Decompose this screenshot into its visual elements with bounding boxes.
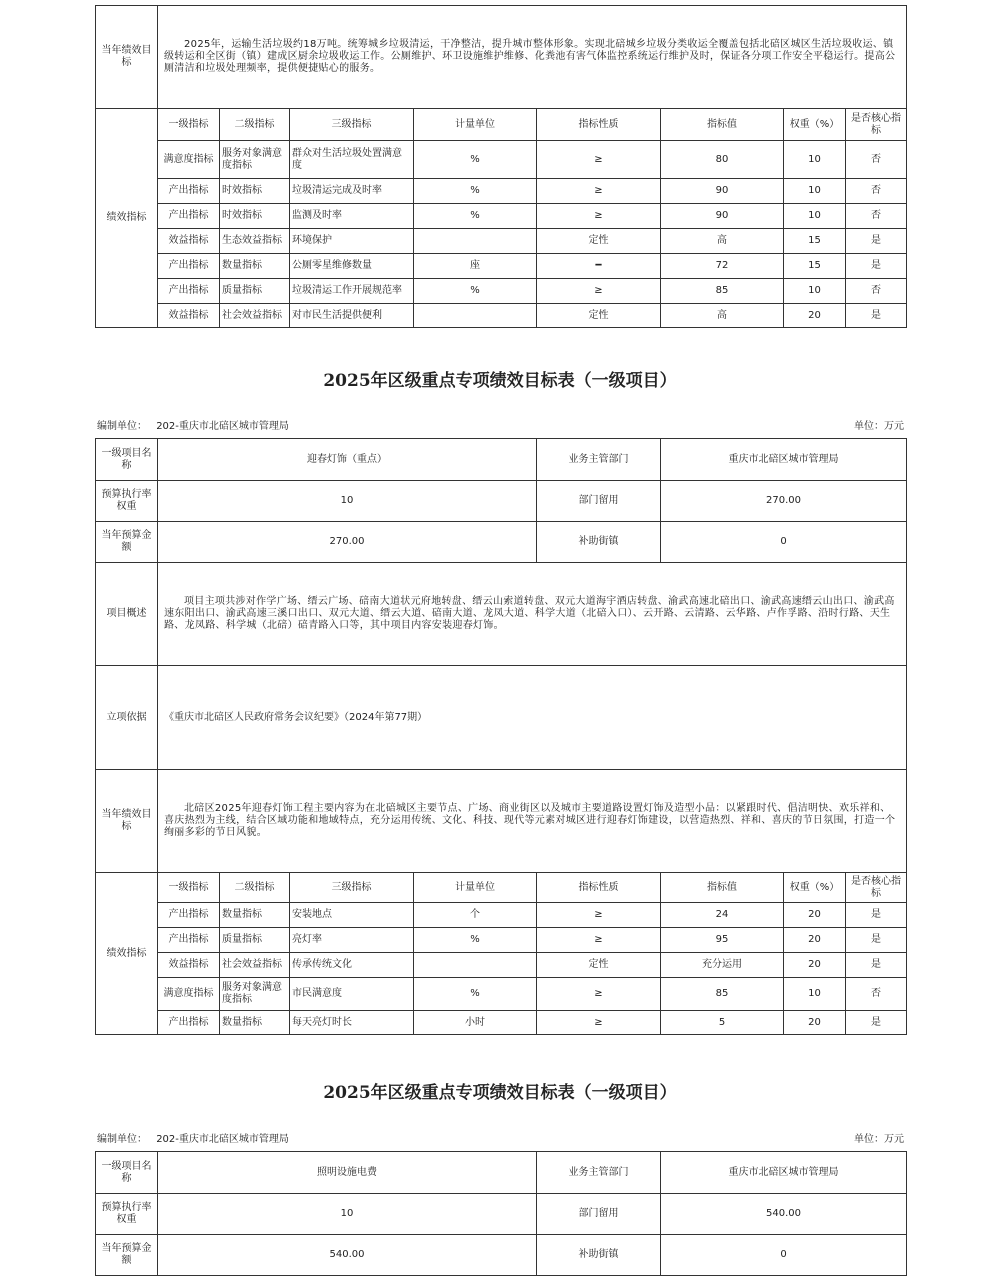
subsidy-label: 补助街镇 — [537, 522, 661, 563]
cell: 定性 — [537, 304, 661, 328]
indicator-header-row — [96, 109, 907, 141]
cell: 72 — [661, 254, 784, 279]
cell: 否 — [846, 978, 907, 1011]
exec-weight: 10 — [158, 1194, 537, 1235]
header-cell: 一级指标 — [158, 873, 220, 903]
cell: % — [414, 179, 537, 204]
cell: 产出指标 — [158, 279, 220, 304]
goal-label: 当年绩效目标 — [96, 770, 158, 873]
cell: 95 — [661, 928, 784, 953]
cell: % — [414, 978, 537, 1011]
proj-name: 照明设施电费 — [158, 1152, 537, 1194]
header-cell: 指标性质 — [537, 873, 661, 903]
table-row — [96, 141, 907, 179]
unit-org-label: 编制单位： — [97, 1134, 147, 1145]
cell: 10 — [784, 279, 846, 304]
cell: 产出指标 — [158, 903, 220, 928]
perf-label: 绩效指标 — [96, 109, 158, 328]
cell: 产出指标 — [158, 204, 220, 229]
exec-weight-label: 预算执行率权重 — [96, 481, 158, 522]
subsidy-label: 补助街镇 — [537, 1235, 661, 1276]
dept-retain-label: 部门留用 — [537, 1194, 661, 1235]
cell: ≥ — [537, 204, 661, 229]
basis-text: 《重庆市北碚区人民政府常务会议纪要》（2024年第77期） — [158, 666, 907, 770]
cell: % — [414, 928, 537, 953]
subsidy: 0 — [661, 1235, 907, 1276]
page-title: 2025年区级重点专项绩效目标表（一级项目） — [323, 371, 677, 391]
cell: 90 — [661, 204, 784, 229]
cell: 是 — [846, 229, 907, 254]
unit-org-label: 编制单位： — [97, 421, 147, 432]
table-row — [96, 179, 907, 204]
cell: 是 — [846, 304, 907, 328]
cell: 数量指标 — [220, 254, 290, 279]
section3-table — [95, 1151, 907, 1276]
cell: 80 — [661, 141, 784, 179]
cell: 产出指标 — [158, 254, 220, 279]
indicator-header-row — [96, 873, 907, 903]
cell: 安装地点 — [290, 903, 414, 928]
cell: 20 — [784, 928, 846, 953]
dept-label: 业务主管部门 — [537, 1152, 661, 1194]
cell: 社会效益指标 — [220, 304, 290, 328]
proj-name-label: 一级项目名称 — [96, 439, 158, 481]
header-cell: 权重（%） — [784, 109, 846, 141]
cell: 生态效益指标 — [220, 229, 290, 254]
cell: 亮灯率 — [290, 928, 414, 953]
header-cell: 是否核心指标 — [846, 873, 907, 903]
unit-org — [97, 417, 289, 432]
cell: 5 — [661, 1011, 784, 1035]
cell: 15 — [784, 229, 846, 254]
cell: % — [414, 141, 537, 179]
cell: 10 — [784, 204, 846, 229]
header-cell: 指标值 — [661, 109, 784, 141]
cell: ≥ — [537, 141, 661, 179]
cell — [414, 953, 537, 978]
basis-label: 立项依据 — [96, 666, 158, 770]
cell: 效益指标 — [158, 953, 220, 978]
cell: 群众对生活垃圾处置满意度 — [290, 141, 414, 179]
cell: ≥ — [537, 928, 661, 953]
exec-weight: 10 — [158, 481, 537, 522]
cell: 定性 — [537, 229, 661, 254]
exec-weight-label: 预算执行率权重 — [96, 1194, 158, 1235]
cell: 产出指标 — [158, 928, 220, 953]
cell: 垃圾清运完成及时率 — [290, 179, 414, 204]
cell: 时效指标 — [220, 204, 290, 229]
section2-table — [95, 438, 907, 1035]
table-row — [96, 953, 907, 978]
table-row — [96, 204, 907, 229]
cell: 85 — [661, 279, 784, 304]
cell: 定性 — [537, 953, 661, 978]
money-unit: 单位：万元 — [854, 1134, 904, 1145]
unit-org-value: 202-重庆市北碚区城市管理局 — [156, 1134, 289, 1145]
cell: 服务对象满意度指标 — [220, 978, 290, 1011]
cell: 10 — [784, 179, 846, 204]
goal-label: 当年绩效目标 — [96, 6, 158, 109]
cell: 20 — [784, 1011, 846, 1035]
cell: 社会效益指标 — [220, 953, 290, 978]
header-cell: 权重（%） — [784, 873, 846, 903]
budget: 540.00 — [158, 1235, 537, 1276]
header-cell: 指标值 — [661, 873, 784, 903]
cell: 否 — [846, 204, 907, 229]
header-cell: 是否核心指标 — [846, 109, 907, 141]
unit-org — [97, 1130, 289, 1145]
cell: 满意度指标 — [158, 141, 220, 179]
header-cell: 一级指标 — [158, 109, 220, 141]
proj-name-label: 一级项目名称 — [96, 1152, 158, 1194]
table-row — [96, 1011, 907, 1035]
budget-label: 当年预算金额 — [96, 522, 158, 563]
dept-retain: 540.00 — [661, 1194, 907, 1235]
dept-retain: 270.00 — [661, 481, 907, 522]
cell: 垃圾清运工作开展规范率 — [290, 279, 414, 304]
cell: 小时 — [414, 1011, 537, 1035]
unit-org-value: 202-重庆市北碚区城市管理局 — [156, 421, 289, 432]
cell: 每天亮灯时长 — [290, 1011, 414, 1035]
money-unit: 单位：万元 — [854, 421, 904, 432]
cell: 产出指标 — [158, 179, 220, 204]
table-row — [96, 304, 907, 328]
page-title: 2025年区级重点专项绩效目标表（一级项目） — [323, 1083, 677, 1103]
cell: 充分运用 — [661, 953, 784, 978]
cell: 个 — [414, 903, 537, 928]
cell: 是 — [846, 928, 907, 953]
cell: 监测及时率 — [290, 204, 414, 229]
header-cell: 计量单位 — [414, 109, 537, 141]
perf-label: 绩效指标 — [96, 873, 158, 1035]
header-cell: 指标性质 — [537, 109, 661, 141]
cell: 10 — [784, 978, 846, 1011]
cell: 是 — [846, 953, 907, 978]
cell: 效益指标 — [158, 304, 220, 328]
cell: 产出指标 — [158, 1011, 220, 1035]
table-row — [96, 903, 907, 928]
dept: 重庆市北碚区城市管理局 — [661, 439, 907, 481]
cell: 是 — [846, 1011, 907, 1035]
header-cell: 二级指标 — [220, 109, 290, 141]
cell: % — [414, 204, 537, 229]
cell: 服务对象满意度指标 — [220, 141, 290, 179]
cell: 85 — [661, 978, 784, 1011]
header-cell: 三级指标 — [290, 873, 414, 903]
cell: 10 — [784, 141, 846, 179]
cell: 否 — [846, 179, 907, 204]
cell: ≥ — [537, 179, 661, 204]
cell: 高 — [661, 229, 784, 254]
table-row — [96, 254, 907, 279]
cell: 否 — [846, 279, 907, 304]
cell: 24 — [661, 903, 784, 928]
cell: % — [414, 279, 537, 304]
goal-text: 北碚区2025年迎春灯饰工程主要内容为在北碚城区主要节点、广场、商业街区以及城市主要道路设置灯饰及造型小品：以紧跟时代、倡洁明快、欢乐祥和、喜庆热烈为主线，结合区域功能和地域特点，充分运用传统、文化、科技、现代等元素对城区进行迎春灯饰建设，以营造热烈、祥和、喜庆的节日氛围，打造一个绚丽多彩的节日风貌。 — [158, 770, 907, 873]
budget-label: 当年预算金额 — [96, 1235, 158, 1276]
cell: 数量指标 — [220, 1011, 290, 1035]
cell: 质量指标 — [220, 279, 290, 304]
table-row — [96, 279, 907, 304]
table-row — [96, 978, 907, 1011]
cell: ≥ — [537, 903, 661, 928]
cell: 是 — [846, 903, 907, 928]
budget: 270.00 — [158, 522, 537, 563]
cell: 质量指标 — [220, 928, 290, 953]
cell: ━ — [537, 254, 661, 279]
cell: ≥ — [537, 1011, 661, 1035]
cell: 满意度指标 — [158, 978, 220, 1011]
subsidy: 0 — [661, 522, 907, 563]
cell: 传承传统文化 — [290, 953, 414, 978]
cell: 对市民生活提供便利 — [290, 304, 414, 328]
cell: 是 — [846, 254, 907, 279]
cell: 市民满意度 — [290, 978, 414, 1011]
header-cell: 计量单位 — [414, 873, 537, 903]
dept-retain-label: 部门留用 — [537, 481, 661, 522]
cell — [414, 229, 537, 254]
cell: 90 — [661, 179, 784, 204]
cell: ≥ — [537, 978, 661, 1011]
cell: 15 — [784, 254, 846, 279]
header-cell: 二级指标 — [220, 873, 290, 903]
cell: ≥ — [537, 279, 661, 304]
cell — [414, 304, 537, 328]
cell: 座 — [414, 254, 537, 279]
cell: 数量指标 — [220, 903, 290, 928]
cell: 效益指标 — [158, 229, 220, 254]
goal-text: 2025年，运输生活垃圾约18万吨。统筹城乡垃圾清运，干净整洁，提升城市整体形象。实现北碚城乡垃圾分类收运全覆盖包括北碚区城区生活垃圾收运、镇级转运和全区街（镇）建成区厨余垃圾收运工作。公厕维护、环卫设施维护维修、化粪池有害气体监控系统运行维护及时，保证各分项工作安全平稳运行。提高公厕清洁和垃圾处理频率，提供便捷贴心的服务。 — [158, 6, 907, 109]
cell: 公厕零星维修数量 — [290, 254, 414, 279]
cell: 20 — [784, 903, 846, 928]
dept: 重庆市北碚区城市管理局 — [661, 1152, 907, 1194]
cell: 高 — [661, 304, 784, 328]
cell: 20 — [784, 304, 846, 328]
cell: 否 — [846, 141, 907, 179]
header-cell: 三级指标 — [290, 109, 414, 141]
dept-label: 业务主管部门 — [537, 439, 661, 481]
cell: 环境保护 — [290, 229, 414, 254]
cell: 时效指标 — [220, 179, 290, 204]
overview-label: 项目概述 — [96, 563, 158, 666]
table-row — [96, 928, 907, 953]
table-row — [96, 229, 907, 254]
overview-text: 项目主项共涉对作学广场、缙云广场、碚南大道状元府地转盘、缙云山索道转盘、双元大道海宇酒店转盘、渝武高速北碚出口、渝武高速缙云山出口、渝武高速东阳出口、渝武高速三溪口出口、双元大道、缙云大道、碚南大道、龙凤大道、科学大道（北碚入口）、云开路、云清路、云华路、卢作孚路、沿时行路、天生路、龙凤路、科学城（北碚）碚青路入口等，其中项目内容安装迎春灯饰。 — [158, 563, 907, 666]
cell: 20 — [784, 953, 846, 978]
proj-name: 迎春灯饰（重点） — [158, 439, 537, 481]
section1-table — [95, 5, 907, 328]
